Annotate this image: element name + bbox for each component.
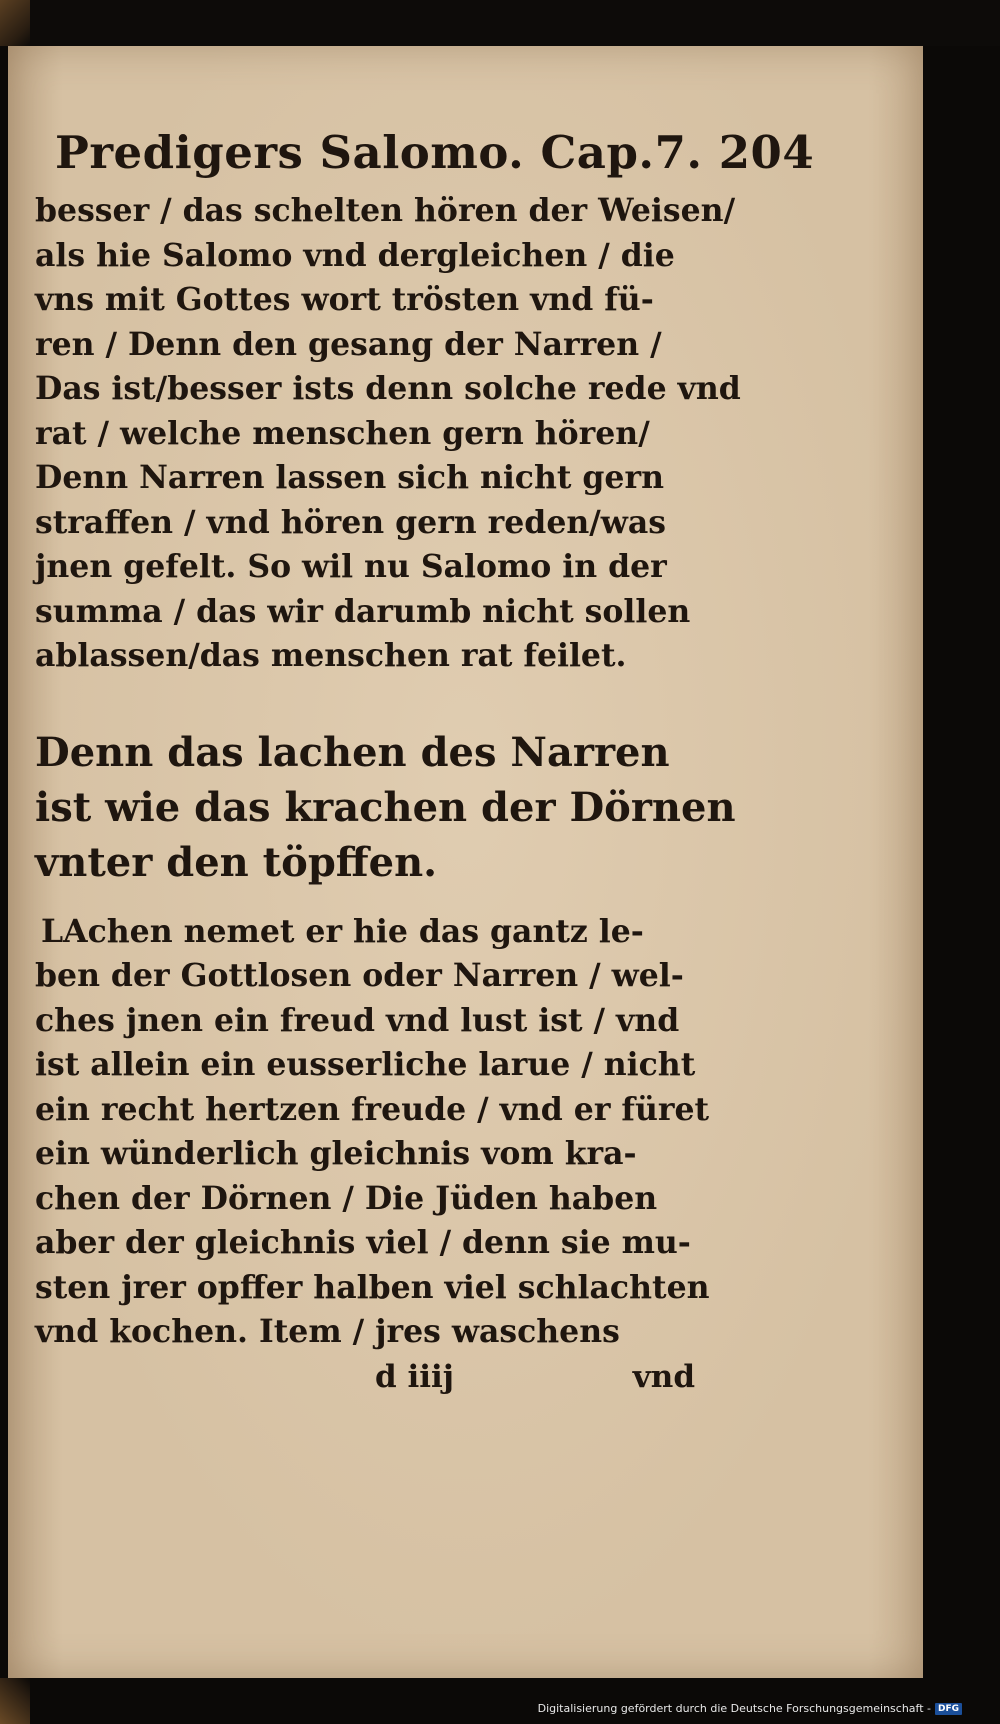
binding-corner: [0, 1678, 30, 1724]
top-scan-border: [0, 0, 1000, 46]
footer-line: [35, 1355, 695, 1399]
text-line: aber der gleichnis viel / denn sie mu-: [35, 1224, 691, 1261]
catchword: vnd: [632, 1358, 695, 1395]
binding-corner: [0, 0, 30, 46]
page-text: [35, 123, 815, 1399]
dfg-logo: DFG: [935, 1703, 962, 1715]
text-line: vns mit Gottes wort trösten vnd fü-: [35, 281, 654, 318]
text-line: ablassen/das menschen rat feilet.: [35, 637, 627, 674]
text-line: ben der Gottlosen oder Narren / wel-: [35, 957, 684, 994]
signature-mark: d iiij: [375, 1358, 455, 1395]
verse-heading: [35, 725, 736, 890]
credit-text: Digitalisierung gefördert durch die Deutsche Forschungsgemeinschaft -: [537, 1702, 931, 1715]
text-line: summa / das wir darumb nicht sollen: [35, 592, 691, 630]
text-line: ist allein ein eusserliche larue / nicht: [35, 1046, 696, 1083]
right-scan-border: [923, 46, 1000, 1678]
text-line: Denn Narren lassen sich nicht gern: [35, 459, 664, 496]
text-line: ein recht hertzen freude / vnd er füret: [35, 1090, 710, 1128]
text-line: straffen / vnd hören gern reden/was: [35, 503, 667, 541]
text-line: jnen gefelt. So wil nu Salomo in der: [35, 548, 667, 585]
text-line: chen der Dörnen / Die Jüden haben: [35, 1179, 658, 1217]
text-line: Das ist/besser ists denn solche rede vnd: [35, 370, 741, 407]
heading-line: vnter den töpffen.: [35, 838, 438, 886]
paragraph-1: [35, 189, 741, 679]
text-line: besser / das schelten hören der Weisen/: [35, 192, 736, 229]
paragraph-2: [35, 910, 710, 1355]
digitization-credit: [538, 1702, 962, 1715]
text-line: LAchen nemet er hie das gantz le-: [41, 912, 644, 950]
text-line: als hie Salomo vnd dergleichen / die: [35, 236, 675, 274]
heading-line: ist wie das krachen der Dörnen: [35, 783, 736, 831]
running-head: Predigers Salomo. Cap.7. 204: [55, 126, 815, 179]
text-line: sten jrer opffer halben viel schlachten: [35, 1268, 710, 1306]
bottom-scan-border: [0, 1678, 1000, 1724]
heading-line: Denn das lachen des Narren: [35, 728, 670, 776]
text-line: vnd kochen. Item / jres waschens: [35, 1313, 620, 1350]
text-line: ches jnen ein freud vnd lust ist / vnd: [35, 1001, 680, 1039]
text-line: ren / Denn den gesang der Narren /: [35, 325, 662, 363]
text-line: rat / welche menschen gern hören/: [35, 414, 650, 452]
text-line: ein wünderlich gleichnis vom kra-: [35, 1135, 637, 1172]
